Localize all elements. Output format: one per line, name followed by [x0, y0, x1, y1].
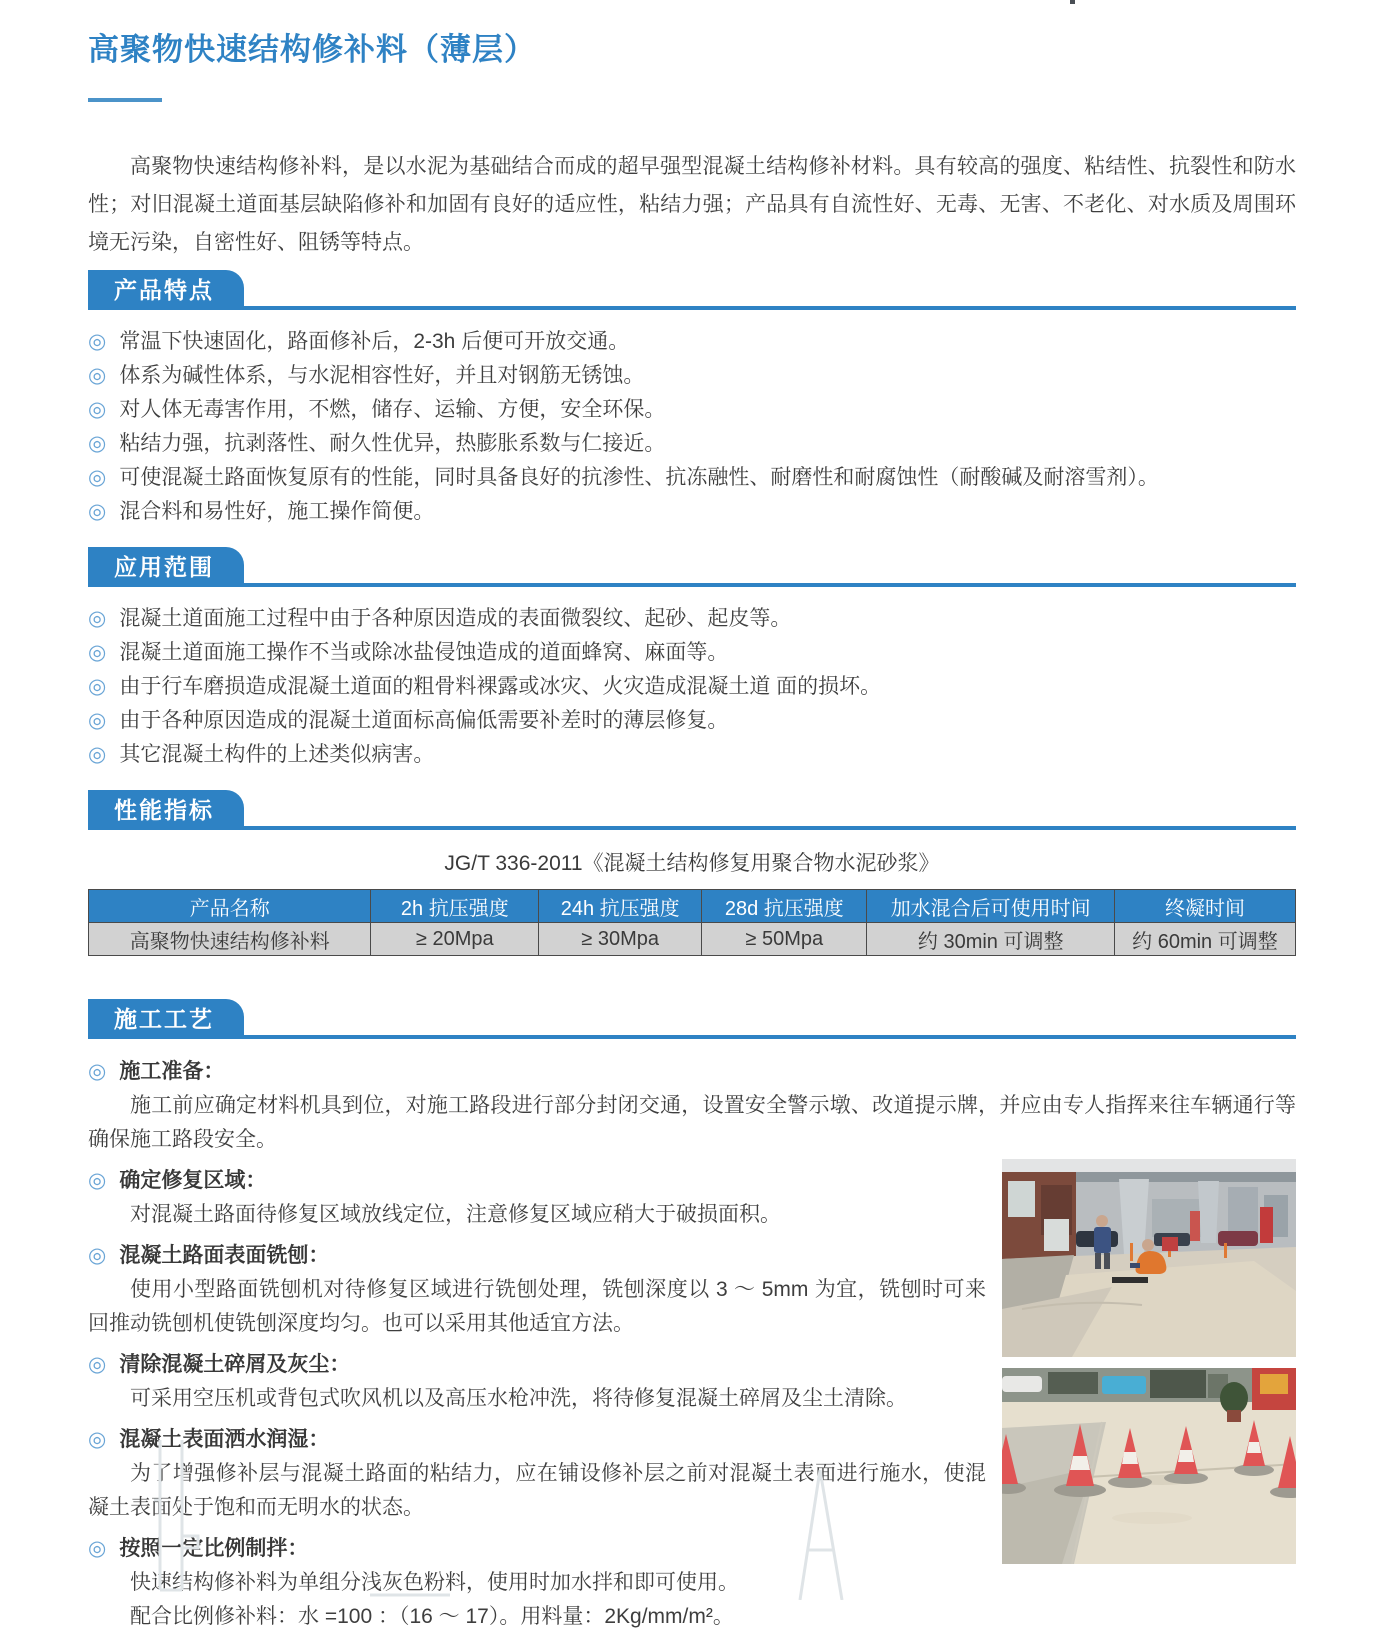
table-header-row [89, 890, 1296, 923]
bullet-icon: ◎ [88, 709, 107, 732]
process-photos [1002, 1159, 1296, 1564]
table-cell: ≥ 50Mpa [702, 923, 867, 956]
process-step-text: 配合比例修补料：水 =100 ：（16 ～ 17）。用料量：2Kg/mm/m²。 [130, 1605, 734, 1628]
bullet-icon: ◎ [88, 1537, 107, 1560]
process-step-label [88, 1055, 1296, 1089]
bullet-icon: ◎ [88, 1428, 107, 1451]
list-item-text: 体系为碱性体系，与水泥相容性好，并且对钢筋无锈蚀。 [119, 364, 645, 387]
standard-caption: JG/T 336-2011《混凝土结构修复用聚合物水泥砂浆》 [444, 852, 940, 875]
list-item [88, 393, 1296, 427]
section-badge: 应用范围 [88, 547, 244, 587]
bullet-icon: ◎ [88, 607, 107, 630]
bullet-icon: ◎ [88, 398, 107, 421]
section-rule [244, 1035, 1296, 1039]
process-step-text: 快速结构修补料为单组分浅灰色粉料，使用时加水拌和即可使用。 [130, 1571, 739, 1594]
bullet-icon: ◎ [88, 743, 107, 766]
section-badge: 产品特点 [88, 270, 244, 310]
list-item [88, 704, 1296, 738]
bullet-icon: ◎ [88, 675, 107, 698]
process-step-text: 可采用空压机或背包式吹风机以及高压水枪冲洗，将待修复混凝土碎屑及尘土清除。 [130, 1387, 907, 1410]
process-step-title: 确定修复区域： [119, 1169, 267, 1192]
section-rule [244, 826, 1296, 830]
list-item-text: 混凝土道面施工操作不当或除冰盐侵蚀造成的道面蜂窝、麻面等。 [119, 641, 729, 664]
section-header-performance [88, 790, 1296, 830]
page-title: 高聚物快速结构修补料（薄层） [88, 32, 536, 67]
table-header-cell: 28d 抗压强度 [702, 890, 867, 923]
bullet-icon: ◎ [88, 432, 107, 455]
table-header-cell: 2h 抗压强度 [371, 890, 539, 923]
table-header-cell: 产品名称 [89, 890, 371, 923]
performance-table [88, 889, 1296, 956]
table-header-cell: 加水混合后可使用时间 [867, 890, 1114, 923]
process-step-label [88, 1239, 986, 1273]
list-item-text: 混凝土道面施工过程中由于各种原因造成的表面微裂纹、起砂、起皮等。 [119, 607, 792, 630]
bullet-icon: ◎ [88, 364, 107, 387]
table-cell: ≥ 30Mpa [539, 923, 702, 956]
page [88, 0, 1296, 1634]
list-item [88, 636, 1296, 670]
list-item [88, 359, 1296, 393]
list-item-text: 由于各种原因造成的混凝土道面标高偏低需要补差时的薄层修复。 [119, 709, 729, 732]
process-content [88, 1055, 1296, 1634]
bullet-icon: ◎ [88, 330, 107, 353]
process-step-label [88, 1532, 986, 1566]
section-badge: 施工工艺 [88, 999, 244, 1039]
process-step-title: 混凝土路面表面铣刨： [119, 1244, 330, 1267]
list-item-text: 混合料和易性好，施工操作简便。 [119, 500, 435, 523]
process-step-label [88, 1423, 986, 1457]
list-item-text: 常温下快速固化，路面修补后，2-3h 后便可开放交通。 [119, 330, 630, 353]
list-item [88, 495, 1296, 529]
process-step-title: 清除混凝土碎屑及灰尘： [119, 1353, 351, 1376]
table-header-cell: 24h 抗压强度 [539, 890, 702, 923]
application-list [88, 602, 1296, 772]
bullet-icon: ◎ [88, 500, 107, 523]
section-header-features [88, 270, 1296, 310]
table-cell: 高聚物快速结构修补料 [89, 923, 371, 956]
table-header-cell: 终凝时间 [1114, 890, 1295, 923]
bullet-icon: ◎ [88, 1244, 107, 1267]
list-item [88, 427, 1296, 461]
table-cell: ≥ 20Mpa [371, 923, 539, 956]
repair-work-photo [1002, 1159, 1296, 1357]
table-row [89, 923, 1296, 956]
section-badge: 性能指标 [88, 790, 244, 830]
section-rule [244, 306, 1296, 310]
section-header-applications [88, 547, 1296, 587]
list-item-text: 粘结力强，抗剥落性、耐久性优异，热膨胀系数与仁接近。 [119, 432, 666, 455]
process-step-title: 施工准备： [119, 1060, 225, 1083]
bullet-icon: ◎ [88, 466, 107, 489]
process-step-text: 对混凝土路面待修复区域放线定位，注意修复区域应稍大于破损面积。 [130, 1203, 781, 1226]
section-rule [244, 583, 1296, 587]
process-step-label [88, 1164, 986, 1198]
list-item [88, 325, 1296, 359]
bullet-icon: ◎ [88, 1353, 107, 1376]
intro-paragraph: 高聚物快速结构修补料，是以水泥为基础结合而成的超早强型混凝土结构修补材料。具有较高的强度、粘结性、抗裂性和防水性；对旧混凝土道面基层缺陷修补和加固有良好的适应性，粘结力强；产品具有自流性好、无毒、无害、不老化、对水质及周围环境无污染，自密性好、阻锈等特点。 [88, 155, 1296, 254]
process-step-text: 为了增强修补层与混凝土路面的粘结力，应在铺设修补层之前对混凝土表面进行施水，使混凝土表面处于饱和而无明水的状态。 [88, 1462, 986, 1519]
process-step-text: 施工前应确定材料机具到位，对施工路段进行部分封闭交通，设置安全警示墩、改道提示牌，并应由专人指挥来往车辆通行等确保施工路段安全。 [88, 1094, 1296, 1151]
list-item-text: 由于行车磨损造成混凝土道面的粗骨料裸露或冰灾、火灾造成混凝土道 面的损坏。 [119, 675, 882, 698]
process-step-label [88, 1348, 986, 1382]
title-underline [88, 98, 162, 102]
bullet-icon: ◎ [88, 1169, 107, 1192]
list-item-text: 对人体无毒害作用，不燃，储存、运输、方便，安全环保。 [119, 398, 666, 421]
traffic-cones-photo [1002, 1368, 1296, 1564]
list-item-text: 可使混凝土路面恢复原有的性能，同时具备良好的抗渗性、抗冻融性、耐磨性和耐腐蚀性（耐酸碱及耐溶雪剂）。 [119, 466, 1159, 489]
feature-list [88, 325, 1296, 529]
bullet-icon: ◎ [88, 641, 107, 664]
section-header-process [88, 999, 1296, 1039]
process-step-title: 混凝土表面洒水润湿： [119, 1428, 330, 1451]
process-step-text: 使用小型路面铣刨机对待修复区域进行铣刨处理，铣刨深度以 3 ～ 5mm 为宜，铣刨时可来回推动铣刨机使铣刨深度均匀。也可以采用其他适宜方法。 [88, 1278, 986, 1335]
bullet-icon: ◎ [88, 1060, 107, 1083]
list-item-text: 其它混凝土构件的上述类似病害。 [119, 743, 435, 766]
list-item [88, 602, 1296, 636]
process-step-title: 按照一定比例制拌： [119, 1537, 309, 1560]
table-cell: 约 60min 可调整 [1114, 923, 1295, 956]
list-item [88, 461, 1296, 495]
list-item [88, 670, 1296, 704]
table-cell: 约 30min 可调整 [867, 923, 1114, 956]
list-item [88, 738, 1296, 772]
